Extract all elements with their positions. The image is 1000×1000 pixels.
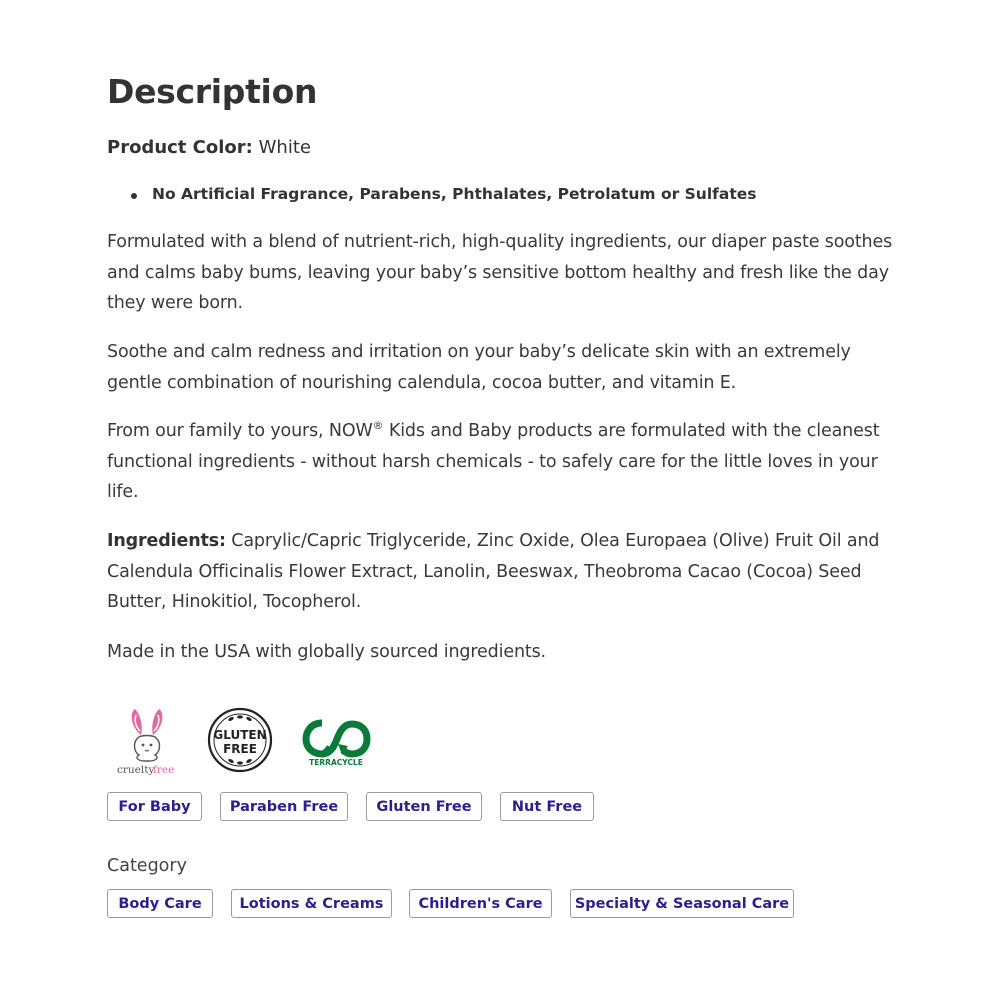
category-specialty-seasonal-care[interactable]: Specialty & Seasonal Care xyxy=(570,889,794,918)
terracycle-logo-icon xyxy=(302,719,372,769)
text-span: Kids and Baby products are formulated with the cleanest functional ingredients - without harsh chemicals - to safely care for the little loves in your life. xyxy=(107,421,880,502)
tag-for-baby[interactable]: For Baby xyxy=(107,792,202,821)
cruelty-free-text-a: cruelty xyxy=(117,764,155,776)
tag-paraben-free[interactable]: Paraben Free xyxy=(220,792,348,821)
ingredients-paragraph xyxy=(107,526,907,618)
section-title: Description xyxy=(107,72,318,111)
cruelty-free-bunny-icon xyxy=(115,705,179,777)
registered-mark: ® xyxy=(372,419,384,433)
category-label: Category xyxy=(107,856,187,876)
gluten-free-line1: GLUTEN xyxy=(213,728,267,742)
product-color-value: White xyxy=(258,137,311,158)
terracycle-text: TERRACYCLE xyxy=(309,758,363,767)
feature-bullets xyxy=(131,185,757,203)
category-childrens-care[interactable]: Children's Care xyxy=(409,889,552,918)
category-lotions-creams[interactable]: Lotions & Creams xyxy=(231,889,392,918)
description-paragraph: Formulated with a blend of nutrient-rich, high-quality ingredients, our diaper paste soothes and calms baby bums, leaving your baby’s sensitive bottom healthy and fresh like the day they were born. xyxy=(107,232,893,313)
product-color-label: Product Color: xyxy=(107,137,253,158)
made-in-paragraph: Made in the USA with globally sourced ingredients. xyxy=(107,642,546,662)
gluten-free-line2: FREE xyxy=(223,742,257,756)
category-body-care[interactable]: Body Care xyxy=(107,889,213,918)
bullet-item: No Artificial Fragrance, Parabens, Phthalates, Petrolatum or Sulfates xyxy=(131,185,757,203)
product-color xyxy=(107,137,311,158)
tag-nut-free[interactable]: Nut Free xyxy=(500,792,594,821)
ingredients-label: Ingredients: xyxy=(107,531,226,551)
description-paragraph xyxy=(107,416,907,508)
gluten-free-seal-icon xyxy=(207,707,273,773)
description-paragraph: Soothe and calm redness and irritation on your baby’s delicate skin with an extremely gentle combination of nourishing calendula, cocoa butter, and vitamin E. xyxy=(107,342,851,393)
ingredients-list: Caprylic/Capric Triglyceride, Zinc Oxide, Olea Europaea (Olive) Fruit Oil and Calendula Officinalis Flower Extract, Lanolin, Beeswax, Theobroma Cacao (Cocoa) Seed Butter, Hinokitiol, Tocopherol. xyxy=(107,531,880,612)
text-span: From our family to yours, NOW xyxy=(107,421,373,441)
cruelty-free-text-b: free xyxy=(153,764,175,776)
tag-gluten-free[interactable]: Gluten Free xyxy=(366,792,482,821)
